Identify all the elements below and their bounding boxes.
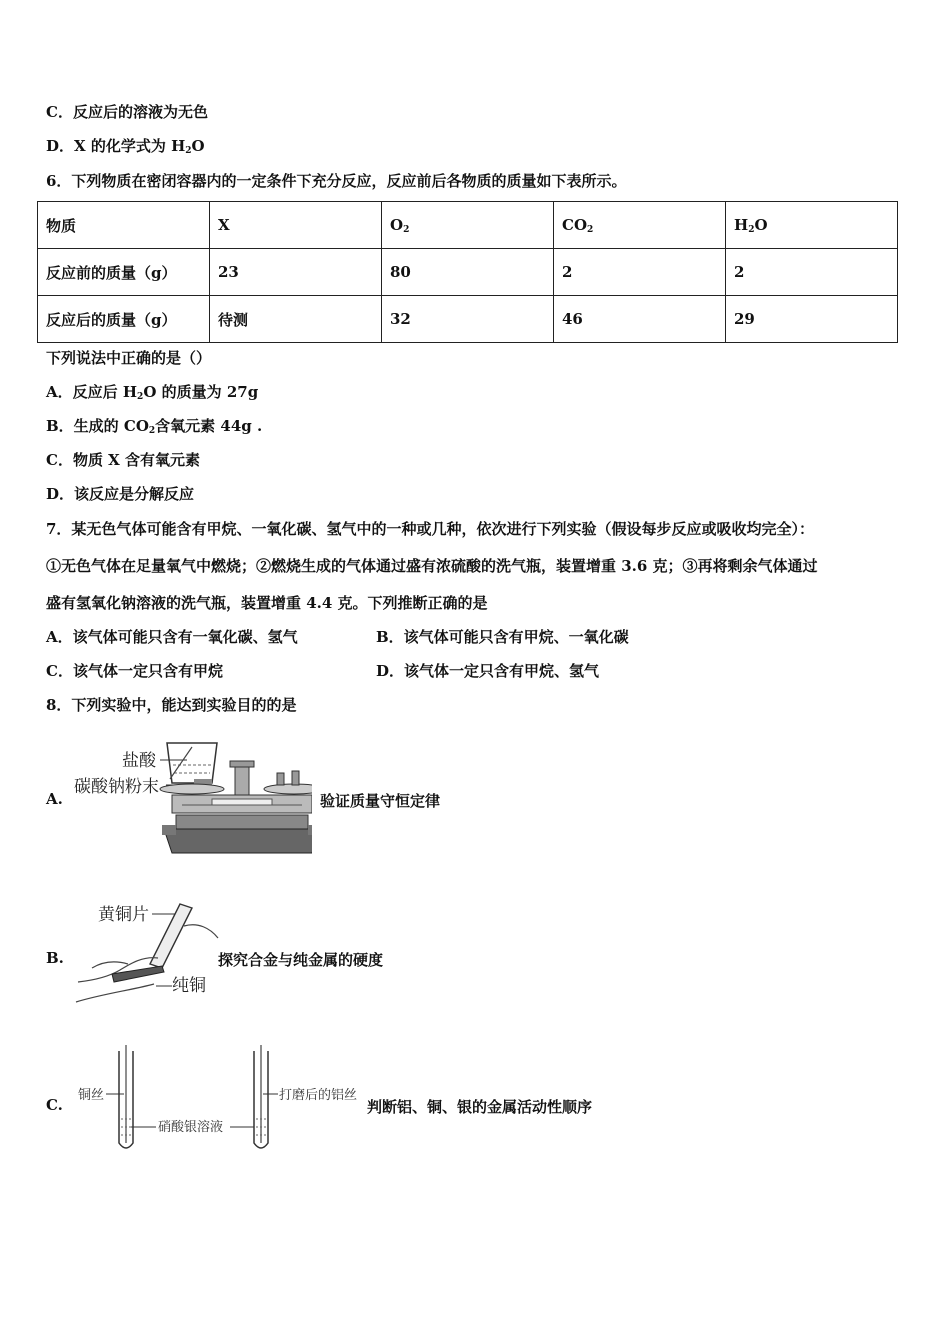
scratch-test-figure (72, 898, 222, 1008)
q6-prompt: 下列说法中正确的是（） (46, 349, 212, 367)
q8-stem: 8．下列实验中，能达到实验目的的是 (46, 696, 297, 714)
table-cell: 2 (554, 249, 726, 296)
q8-option-c-caption: 判断铝、铜、银的金属活动性顺序 (367, 1098, 593, 1116)
table-header-cell: 物质 (38, 202, 210, 249)
table-header-cell: $CO_2$ (554, 202, 726, 249)
q6-option-c: C．物质 X 含有氧元素 (46, 451, 201, 469)
table-cell: 反应后的质量（g） (38, 296, 210, 343)
table-cell: 80 (382, 249, 554, 296)
copper-strip-icon (112, 966, 164, 982)
table-header-cell: X (210, 202, 382, 249)
beaker-icon (167, 743, 217, 783)
q8-option-a-caption: 验证质量守恒定律 (320, 792, 441, 810)
q5-option-d: D．X 的化学式为 $H_2O$ (46, 137, 205, 156)
fig-label-silver-nitrate: 硝酸银溶液 (158, 1120, 224, 1135)
table-header-row (38, 202, 898, 249)
q7-stem-line1: 7．某无色气体可能含有甲烷、一氧化碳、氢气中的一种或几种，依次进行下列实验（假设每步反应或吸收均完全）： (46, 520, 814, 538)
q7-stem-line2: ①无色气体在足量氧气中燃烧；②燃烧生成的气体通过盛有浓硫酸的洗气瓶，装置增重 3.6 克；③再将剩余气体通过 (46, 557, 818, 575)
table-header-cell: $H_2O$ (726, 202, 898, 249)
fig-label-hydrochloric-acid: 盐酸 (122, 751, 156, 771)
balance-figure (72, 735, 312, 857)
table-cell: 反应前的质量（g） (38, 249, 210, 296)
q8-option-b-label: B. (46, 949, 64, 967)
table-cell: 46 (554, 296, 726, 343)
q7-option-d: D．该气体一定只含有甲烷、氢气 (376, 662, 600, 680)
q6-option-d: D．该反应是分解反应 (46, 485, 195, 503)
table-cell: 待测 (210, 296, 382, 343)
table-cell: 29 (726, 296, 898, 343)
q8-option-c-label: C. (46, 1096, 63, 1114)
q6-option-b: B．生成的 $CO_2$含氧元素 44g . (46, 417, 263, 436)
test-tubes-figure (74, 1043, 366, 1157)
table-header-cell: $O_2$ (382, 202, 554, 249)
q6-mass-table (37, 201, 898, 343)
fig-label-sodium-carbonate: 碳酸钠粉末 (74, 777, 159, 797)
q6-stem: 6．下列物质在密闭容器内的一定条件下充分反应，反应前后各物质的质量如下表所示。 (46, 172, 627, 190)
q8-option-b-caption: 探究合金与纯金属的硬度 (218, 951, 384, 969)
q7-stem-line3: 盛有氢氧化钠溶液的洗气瓶，装置增重 4.4 克。下列推断正确的是 (46, 594, 488, 612)
fig-label-copper-wire: 铜丝 (78, 1088, 105, 1103)
q8-option-a-label: A. (46, 790, 63, 808)
fig-label-brass: 黄铜片 (98, 905, 149, 925)
table-cell: 32 (382, 296, 554, 343)
q7-option-c: C．该气体一定只含有甲烷 (46, 662, 223, 680)
fig-label-polished-aluminum: 打磨后的铝丝 (279, 1088, 358, 1103)
q6-option-a: A．反应后 $H_2O$ 的质量为 27g (46, 383, 259, 402)
q5-option-c: C．反应后的溶液为无色 (46, 103, 208, 121)
table-row (38, 249, 898, 296)
q7-option-a: A．该气体可能只含有一氧化碳、氢气 (46, 628, 298, 646)
q7-option-b: B．该气体可能只含有甲烷、一氧化碳 (376, 628, 629, 646)
table-cell: 23 (210, 249, 382, 296)
fig-label-pure-copper: 纯铜 (172, 976, 206, 996)
table-row (38, 296, 898, 343)
table-cell: 2 (726, 249, 898, 296)
